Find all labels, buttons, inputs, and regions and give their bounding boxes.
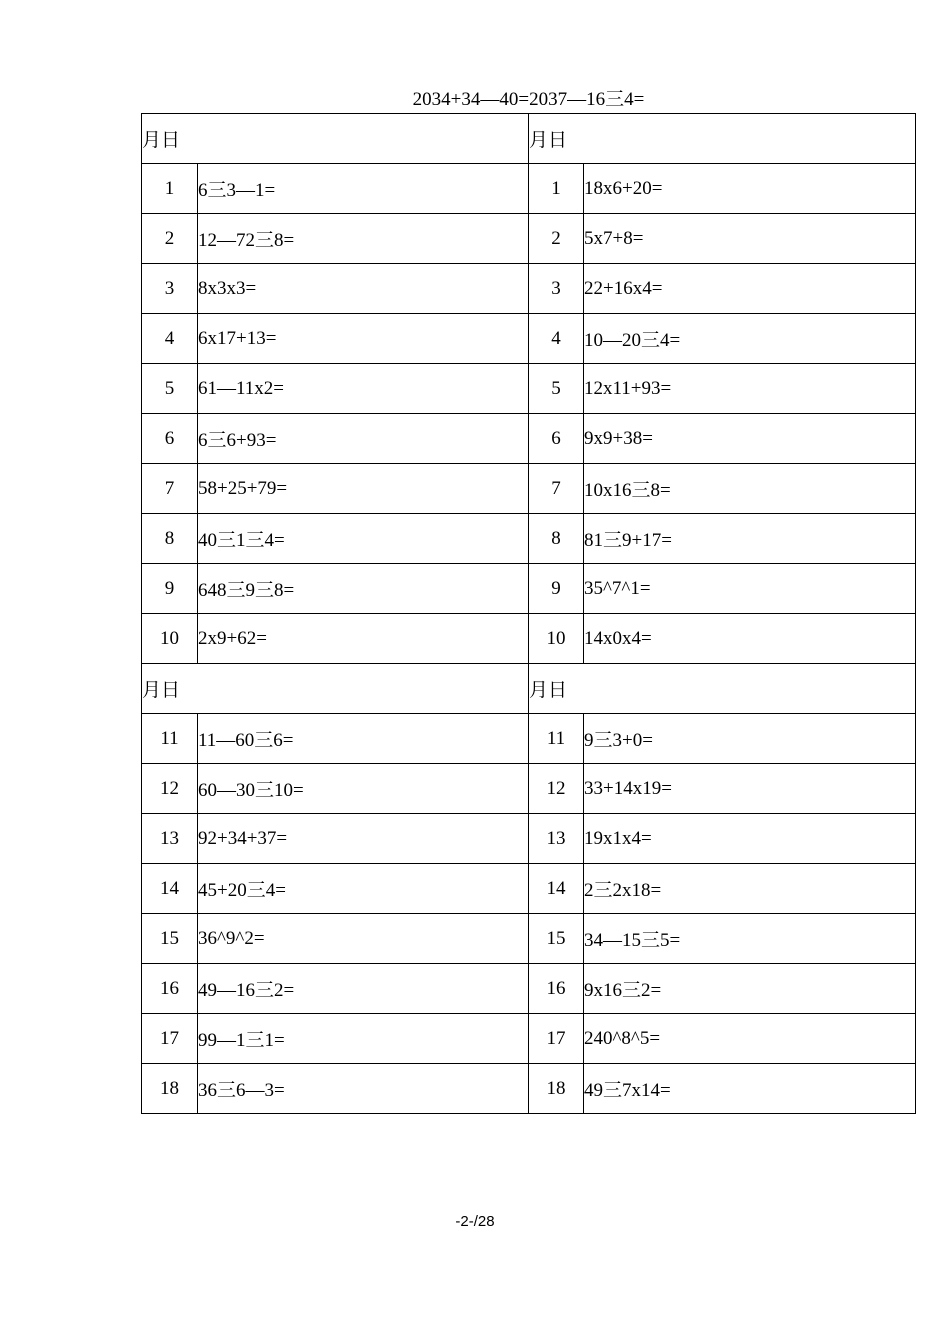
problem-number-right: 12 bbox=[529, 764, 584, 814]
problem-number-left: 6 bbox=[142, 414, 198, 464]
problem-expression-right: 22+16x4= bbox=[584, 264, 916, 314]
problem-expression-left: 99—1三1= bbox=[198, 1014, 529, 1064]
table-row bbox=[142, 214, 916, 264]
problem-number-right: 6 bbox=[529, 414, 584, 464]
problem-expression-right: 18x6+20= bbox=[584, 164, 916, 214]
problem-expression-left: 40三1三4= bbox=[198, 514, 529, 564]
problem-number-right: 10 bbox=[529, 614, 584, 664]
problem-expression-left: 648三9三8= bbox=[198, 564, 529, 614]
problem-expression-right: 9x16三2= bbox=[584, 964, 916, 1014]
problem-expression-right: 240^8^5= bbox=[584, 1014, 916, 1064]
problem-expression-left: 45+20三4= bbox=[198, 864, 529, 914]
worksheet-table bbox=[141, 113, 916, 1114]
problem-expression-right: 9x9+38= bbox=[584, 414, 916, 464]
table-row bbox=[142, 1014, 916, 1064]
problem-number-right: 13 bbox=[529, 814, 584, 864]
problem-number-right: 11 bbox=[529, 714, 584, 764]
problem-expression-right: 12x11+93= bbox=[584, 364, 916, 414]
problem-number-left: 13 bbox=[142, 814, 198, 864]
problem-expression-right: 10—20三4= bbox=[584, 314, 916, 364]
date-header-left: 月日 bbox=[142, 664, 529, 714]
problem-number-left: 7 bbox=[142, 464, 198, 514]
problem-expression-right: 14x0x4= bbox=[584, 614, 916, 664]
table-row bbox=[142, 1064, 916, 1114]
problem-expression-right: 35^7^1= bbox=[584, 564, 916, 614]
table-row bbox=[142, 514, 916, 564]
date-header-row bbox=[142, 664, 916, 714]
problem-number-right: 17 bbox=[529, 1014, 584, 1064]
table-row bbox=[142, 464, 916, 514]
problem-expression-left: 60—30三10= bbox=[198, 764, 529, 814]
table-row bbox=[142, 814, 916, 864]
problem-number-right: 15 bbox=[529, 914, 584, 964]
problem-number-right: 2 bbox=[529, 214, 584, 264]
problem-number-right: 9 bbox=[529, 564, 584, 614]
table-row bbox=[142, 164, 916, 214]
table-row bbox=[142, 864, 916, 914]
problem-expression-left: 92+34+37= bbox=[198, 814, 529, 864]
table-row bbox=[142, 964, 916, 1014]
problem-number-left: 14 bbox=[142, 864, 198, 914]
table-row bbox=[142, 414, 916, 464]
problem-expression-left: 12—72三8= bbox=[198, 214, 529, 264]
problem-number-left: 10 bbox=[142, 614, 198, 664]
problem-number-right: 16 bbox=[529, 964, 584, 1014]
problem-expression-right: 19x1x4= bbox=[584, 814, 916, 864]
problem-number-left: 3 bbox=[142, 264, 198, 314]
problem-number-right: 5 bbox=[529, 364, 584, 414]
page-number: -2-/28 bbox=[455, 1213, 495, 1230]
problem-expression-left: 61—11x2= bbox=[198, 364, 529, 414]
problem-number-left: 11 bbox=[142, 714, 198, 764]
problem-expression-left: 6三3—1= bbox=[198, 164, 529, 214]
problem-number-right: 8 bbox=[529, 514, 584, 564]
problem-expression-right: 81三9+17= bbox=[584, 514, 916, 564]
problem-expression-right: 34—15三5= bbox=[584, 914, 916, 964]
table-row bbox=[142, 564, 916, 614]
problem-expression-left: 11—60三6= bbox=[198, 714, 529, 764]
table-row bbox=[142, 264, 916, 314]
problem-number-left: 18 bbox=[142, 1064, 198, 1114]
table-row bbox=[142, 364, 916, 414]
date-header-right: 月日 bbox=[529, 664, 916, 714]
problem-expression-left: 6x17+13= bbox=[198, 314, 529, 364]
problem-number-right: 18 bbox=[529, 1064, 584, 1114]
date-header-row bbox=[142, 114, 916, 164]
problem-number-left: 16 bbox=[142, 964, 198, 1014]
problem-expression-left: 6三6+93= bbox=[198, 414, 529, 464]
problem-expression-left: 8x3x3= bbox=[198, 264, 529, 314]
header-expression: 2034+34—40=2037—16三4= bbox=[412, 89, 645, 110]
table-row bbox=[142, 714, 916, 764]
worksheet-body bbox=[142, 114, 916, 1114]
date-header-right: 月日 bbox=[529, 114, 916, 164]
date-header-left: 月日 bbox=[142, 114, 529, 164]
problem-expression-right: 49三7x14= bbox=[584, 1064, 916, 1114]
table-row bbox=[142, 314, 916, 364]
problem-expression-left: 36三6—3= bbox=[198, 1064, 529, 1114]
problem-number-right: 7 bbox=[529, 464, 584, 514]
problem-expression-right: 5x7+8= bbox=[584, 214, 916, 264]
problem-number-left: 2 bbox=[142, 214, 198, 264]
problem-expression-left: 49—16三2= bbox=[198, 964, 529, 1014]
problem-number-left: 5 bbox=[142, 364, 198, 414]
problem-expression-right: 10x16三8= bbox=[584, 464, 916, 514]
problem-number-left: 9 bbox=[142, 564, 198, 614]
problem-number-right: 3 bbox=[529, 264, 584, 314]
problem-number-left: 4 bbox=[142, 314, 198, 364]
problem-expression-left: 58+25+79= bbox=[198, 464, 529, 514]
problem-number-left: 8 bbox=[142, 514, 198, 564]
problem-number-right: 4 bbox=[529, 314, 584, 364]
problem-expression-right: 2三2x18= bbox=[584, 864, 916, 914]
problem-expression-right: 33+14x19= bbox=[584, 764, 916, 814]
table-row bbox=[142, 914, 916, 964]
problem-number-right: 1 bbox=[529, 164, 584, 214]
problem-expression-left: 2x9+62= bbox=[198, 614, 529, 664]
problem-number-left: 12 bbox=[142, 764, 198, 814]
problem-number-right: 14 bbox=[529, 864, 584, 914]
problem-expression-left: 36^9^2= bbox=[198, 914, 529, 964]
problem-number-left: 17 bbox=[142, 1014, 198, 1064]
problem-number-left: 1 bbox=[142, 164, 198, 214]
problem-number-left: 15 bbox=[142, 914, 198, 964]
table-row bbox=[142, 764, 916, 814]
table-row bbox=[142, 614, 916, 664]
problem-expression-right: 9三3+0= bbox=[584, 714, 916, 764]
